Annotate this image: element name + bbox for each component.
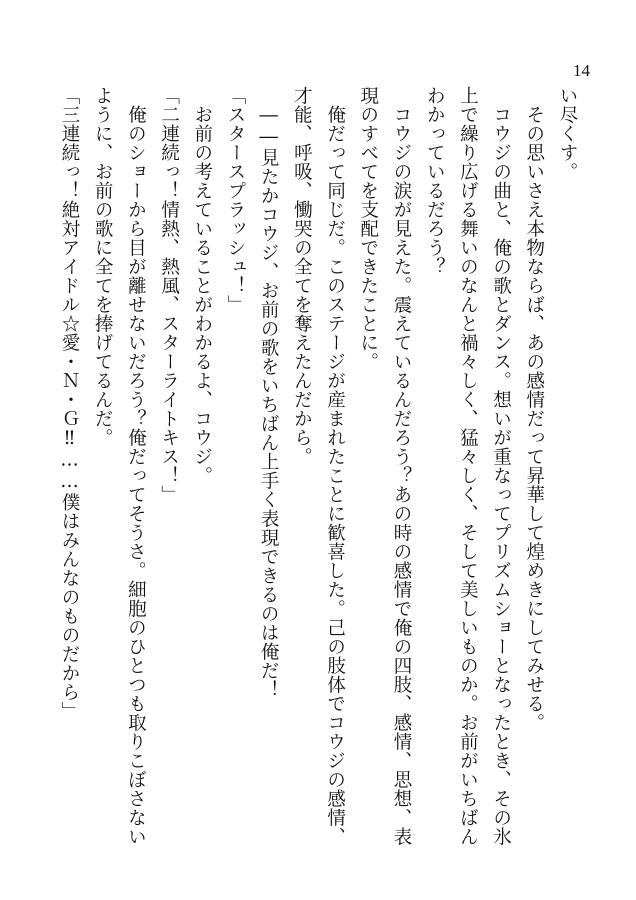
- text-line: 俺だって同じだ。このステージが産まれたことに歓喜した。己の肢体でコウジの感情、: [324, 86, 346, 846]
- novel-body-text: [53, 86, 584, 846]
- text-line: コウジの曲と、俺の歌とダンス。想いが重なってプリズムショーとなったとき、その氷: [490, 86, 512, 846]
- text-line: コウジの涙が見えた。震えているんだろう？あの時の感情で俺の四肢、感情、思想、表: [390, 86, 412, 846]
- text-line: 「スタースプラッシュ！」: [224, 86, 246, 314]
- page-number: 14: [573, 61, 590, 80]
- text-line: 俺のショーから目が離せないだろう？俺だってそうさ。細胞のひとつも取りこぼさない: [125, 86, 147, 846]
- text-line: その思いさえ本物ならば、あの感情だって昇華して煌めきにしてみせる。: [523, 86, 545, 732]
- text-line: 才能、呼吸、慟哭の全てを奪えたんだから。: [291, 86, 313, 466]
- text-line: 現のすべてを支配できたことに。: [357, 86, 379, 371]
- text-line: 「三連続っ！絶対アイドル☆愛・Ｎ・Ｇ‼……僕はみんなのものだから」: [58, 86, 80, 721]
- text-line: い尽くす。: [557, 86, 578, 181]
- text-line: わかっているだろう？: [424, 86, 446, 276]
- text-line: 「二連続っ！情熱、熱風、スターライトキス！」: [158, 86, 180, 504]
- text-line: 上で繰り広げる舞いのなんと禍々しく、猛々しく、そして美しいものか。お前がいちばん: [457, 86, 479, 846]
- text-line: ように、お前の歌に全てを捧げてるんだ。: [92, 86, 114, 447]
- text-line: ――見たかコウジ、お前の歌をいちばん上手く表現できるのは俺だ！: [258, 86, 280, 699]
- text-line: お前の考えていることがわかるよ、コウジ。: [191, 86, 213, 485]
